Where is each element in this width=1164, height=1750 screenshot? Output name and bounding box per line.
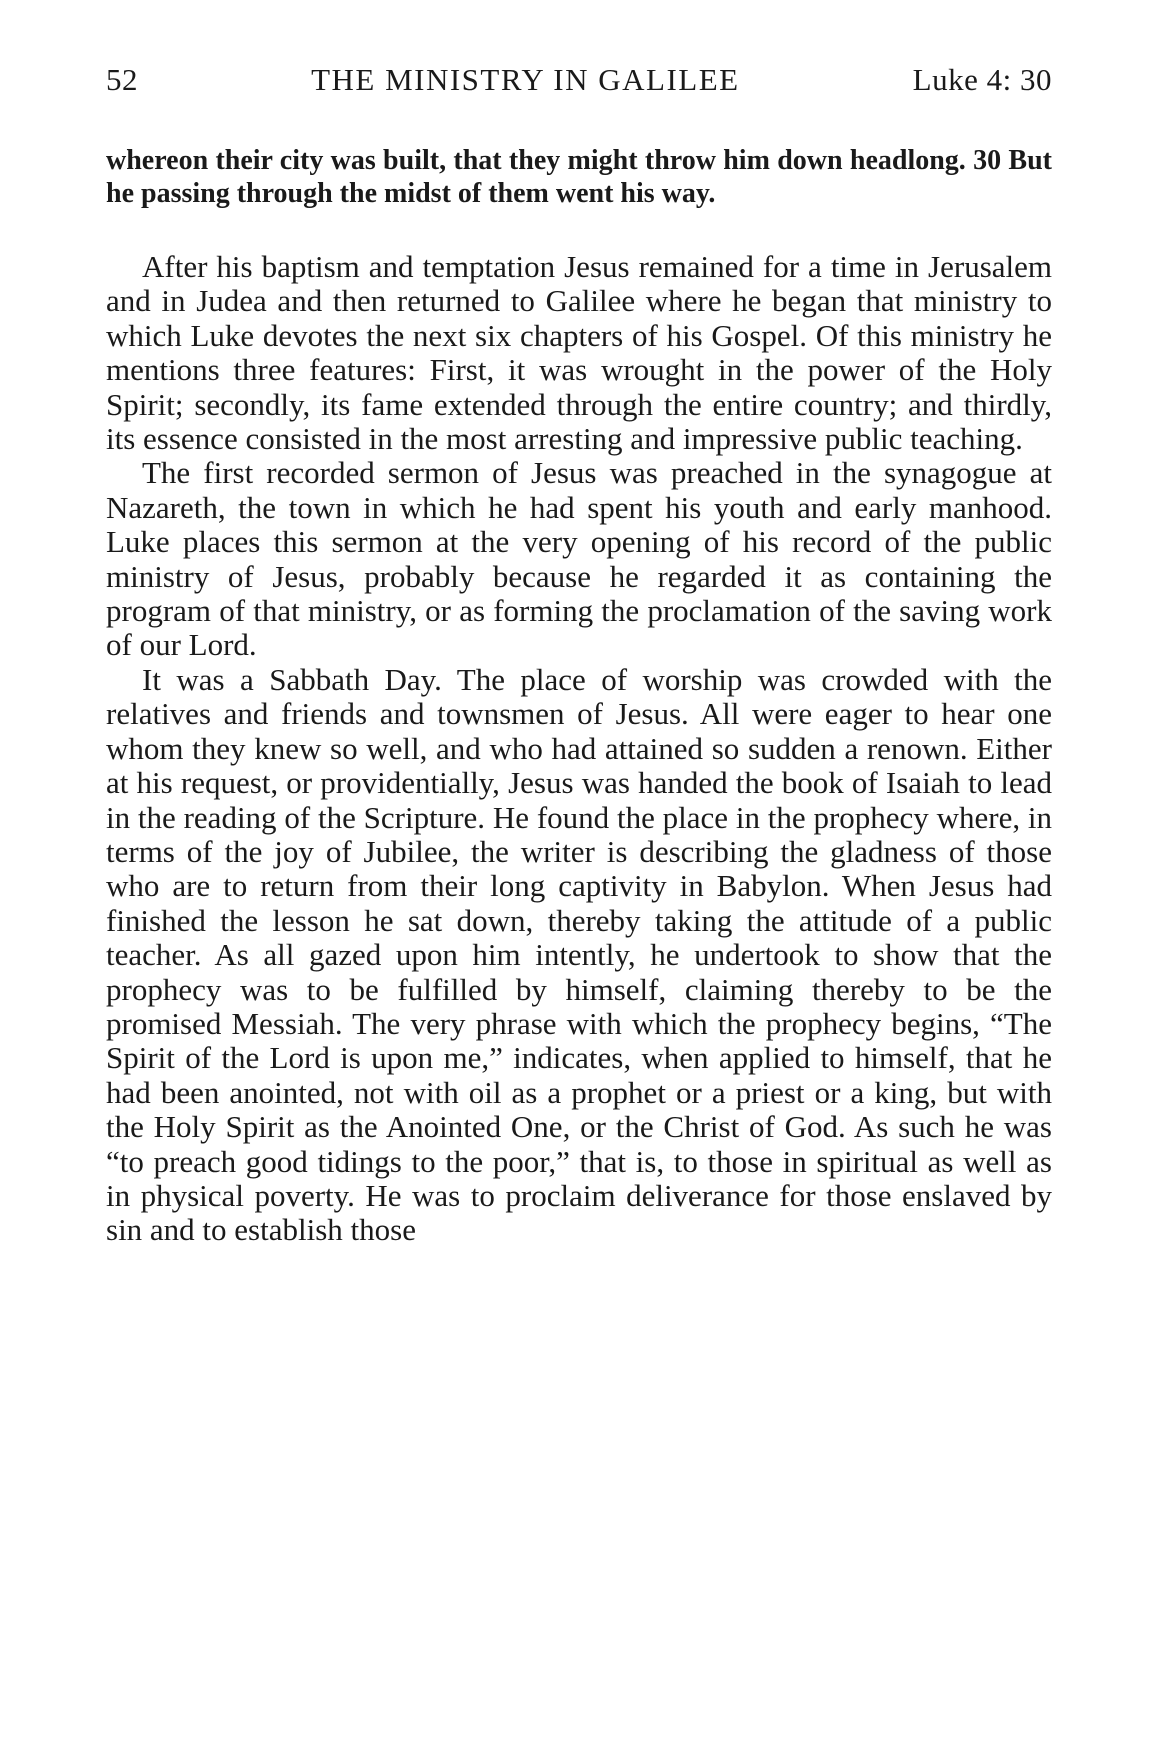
- commentary-body: [106, 250, 1052, 1248]
- paragraph: It was a Sabbath Day. The place of worship was crowded with the relatives and friends and townsmen of Jesus. All were eager to hear one whom they knew so well, and who had attained so sudden a renown. Either at his request, or providentially, Jesus was handed the book of Isaiah to lead in the reading of the Scripture. He found the place in the prophecy where, in terms of the joy of Jubilee, the writer is describing the gladness of those who are to return from their long captivity in Babylon. When Jesus had finished the lesson he sat down, thereby taking the attitude of a public teacher. As all gazed upon him intently, he undertook to show that the prophecy was to be fulfilled by himself, claiming thereby to be the promised Messiah. The very phrase with which the prophecy begins, “The Spirit of the Lord is upon me,” indicates, when applied to himself, that he had been anointed, not with oil as a prophet or a priest or a king, but with the Holy Spirit as the Anointed One, or the Christ of God. As such he was “to preach good tidings to the poor,” that is, to those in spiritual as well as in physical poverty. He was to proclaim deliverance for those enslaved by sin and to establish those: [106, 661, 1052, 1248]
- paragraph: After his baptism and temptation Jesus remained for a time in Jerusalem and in Judea and then returned to Galilee where he began that ministry to which Luke devotes the next six chapters of his Gospel. Of this ministry he mentions three features: First, it was wrought in the power of the Holy Spirit; secondly, its fame extended through the entire country; and thirdly, its essence consisted in the most arresting and impressive public teaching.: [106, 249, 1052, 457]
- running-title: THE MINISTRY IN GALILEE: [311, 62, 740, 97]
- page-number: 52: [106, 62, 138, 97]
- paragraph: The first recorded sermon of Jesus was preached in the synagogue at Nazareth, the town in which he had spent his youth and early manhood. Luke places this sermon at the very opening of his record of the public ministry of Jesus, probably because he regarded it as containing the program of that ministry, or as forming the proclamation of the saving work of our Lord.: [106, 455, 1052, 663]
- running-head: [106, 60, 1052, 100]
- scripture-passage: whereon their city was built, that they might throw him down headlong. 30 But he passing through the midst of them went his way.: [106, 145, 1052, 209]
- scripture-reference: Luke 4: 30: [912, 62, 1052, 97]
- book-page: [106, 60, 1052, 1248]
